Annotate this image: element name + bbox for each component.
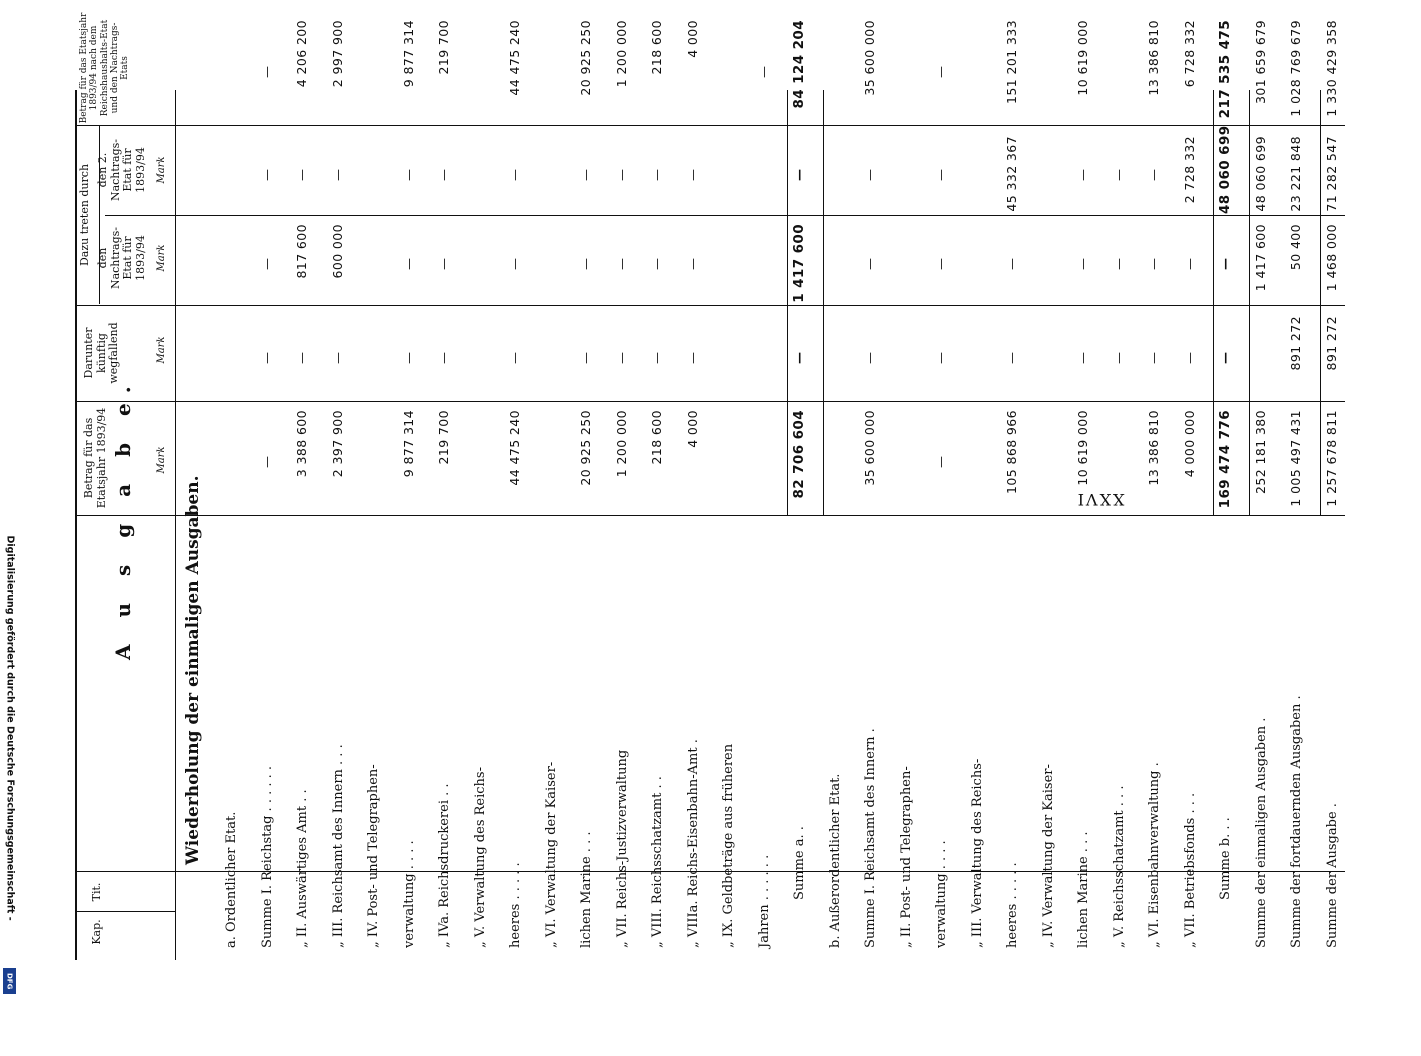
unit-col2: Mark	[156, 336, 167, 364]
row-cell-3: —	[1111, 258, 1126, 270]
header-col3: den Nachtrags-Etat für 1893/94	[96, 226, 147, 290]
row-cell-1: 1 005 497 431	[1288, 410, 1303, 507]
row-cell-2: —	[934, 352, 948, 364]
row-cell-2: —	[863, 352, 877, 364]
row-label: „ VI. Eisenbahnverwaltung .	[1147, 762, 1162, 948]
row-label: a. Ordentlicher Etat.	[224, 811, 239, 948]
row-cell-2: —	[792, 352, 806, 364]
sum-rule	[1213, 90, 1214, 516]
row-cell-5: 6 728 332	[1181, 20, 1197, 88]
row-cell-5: 44 475 240	[507, 20, 522, 96]
row-label: Summe a. .	[792, 826, 807, 900]
row-cell-2: —	[295, 352, 309, 364]
row-cell-4: —	[259, 169, 274, 181]
row-cell-2: —	[650, 352, 664, 364]
row-cell-3: —	[401, 258, 416, 270]
row-cell-5: 217 535 475	[1217, 20, 1233, 119]
row-cell-4: 48 060 699	[1252, 136, 1268, 212]
row-cell-3: —	[1218, 258, 1232, 270]
row-cell-3: 1 468 000	[1323, 224, 1339, 292]
row-cell-3: —	[1182, 258, 1197, 270]
column-line	[75, 305, 1345, 306]
row-cell-5: —	[756, 66, 771, 78]
row-cell-5: 84 124 204	[791, 20, 807, 109]
row-label: Summe der Ausgabe .	[1324, 803, 1340, 948]
row-cell-5: 4 206 200	[294, 20, 309, 88]
row-cell-3: —	[508, 258, 522, 270]
row-cell-1: 169 474 776	[1217, 410, 1233, 509]
row-label: „ V. Reichsschatzamt . . .	[1111, 785, 1127, 948]
row-label: Summe I. Reichstag . . . . . .	[259, 765, 275, 948]
row-cell-1: 218 600	[649, 410, 664, 465]
row-label: Summe I. Reichsamt des Innern .	[863, 728, 878, 948]
row-cell-5: 2 997 900	[329, 20, 345, 88]
row-cell-3: —	[437, 258, 451, 270]
header-col1: Betrag für das Etatsjahr 1893/94	[82, 407, 108, 509]
unit-col4: Mark	[156, 156, 167, 184]
row-cell-1: 82 706 604	[791, 410, 807, 499]
row-cell-5: 9 877 314	[400, 20, 416, 88]
row-cell-4: —	[863, 169, 877, 181]
row-cell-2: —	[614, 352, 629, 364]
row-label: „ IV. Verwaltung der Kaiser-	[1040, 764, 1056, 948]
row-cell-3: —	[863, 258, 877, 270]
header-dazu: Dazu treten durch	[78, 163, 91, 267]
row-cell-4: —	[650, 169, 664, 181]
unit-col3: Mark	[156, 244, 167, 272]
row-cell-5: —	[934, 66, 948, 78]
row-cell-3: —	[934, 258, 948, 270]
row-cell-5: 151 201 333	[1004, 20, 1019, 104]
section-title: Wiederholung der einmaligen Ausgaben.	[183, 475, 203, 865]
column-line	[105, 215, 1345, 216]
row-label: heeres . . . . .	[508, 862, 523, 948]
row-cell-1: 20 925 250	[578, 410, 593, 486]
rotated-budget-table	[75, 12, 1345, 960]
row-cell-4: —	[1111, 169, 1126, 181]
header-ausgabe: A u s g a b e.	[111, 376, 135, 660]
row-cell-2: —	[259, 352, 274, 364]
row-cell-5: 1 028 769 679	[1288, 20, 1303, 117]
row-cell-2: —	[1182, 352, 1197, 364]
sum-rule	[1320, 90, 1321, 516]
row-cell-3: 1 417 600	[1252, 224, 1268, 292]
row-cell-2: —	[401, 352, 416, 364]
row-cell-2: —	[1111, 352, 1126, 364]
header-col2: Darunter künftig wegfallend	[82, 322, 121, 384]
row-label: Summe b. . .	[1218, 817, 1233, 900]
row-cell-3: 817 600	[294, 224, 309, 279]
row-cell-4: —	[792, 169, 806, 181]
row-cell-2: —	[1005, 352, 1019, 364]
row-label: „ IX. Geldbeträge aus früheren	[721, 743, 736, 948]
row-cell-3: 1 417 600	[791, 224, 807, 303]
row-cell-4: 71 282 547	[1323, 136, 1339, 212]
row-label: Summe der fortdauernden Ausgaben .	[1289, 695, 1304, 948]
header-col5: Betrag für das Etatsjahr 1893/94 nach dem Reichshaushalts-Etat und den Nachtrags-Etats	[79, 12, 131, 124]
column-line	[75, 401, 1345, 402]
row-cell-1: 3 388 600	[294, 410, 309, 478]
row-label: heeres . . . . .	[1005, 862, 1020, 948]
row-cell-4: —	[1076, 169, 1090, 181]
row-label: „ VI. Verwaltung der Kaiser-	[543, 761, 559, 948]
sum-rule	[1249, 90, 1250, 516]
row-cell-1: 4 000	[684, 410, 700, 448]
row-cell-1: 2 397 900	[329, 410, 345, 478]
row-label: „ IV. Post- und Telegraphen-	[366, 764, 381, 948]
row-cell-5: 10 619 000	[1075, 20, 1090, 96]
column-line	[75, 125, 1345, 126]
row-cell-2: —	[437, 352, 451, 364]
row-cell-5: 301 659 679	[1252, 20, 1268, 104]
row-cell-5: 1 330 429 358	[1323, 20, 1339, 117]
row-cell-1: 252 181 380	[1252, 410, 1268, 494]
row-label: verwaltung . . . .	[934, 840, 949, 948]
row-cell-3: 600 000	[329, 224, 345, 279]
header-kap: Kap.	[90, 919, 103, 945]
unit-col1: Mark	[156, 446, 167, 474]
row-cell-3: 50 400	[1288, 224, 1303, 271]
row-label: „ V. Verwaltung des Reichs-	[472, 767, 488, 948]
row-cell-1: 13 386 810	[1146, 410, 1161, 486]
row-label: „ II. Post- und Telegraphen-	[898, 766, 914, 948]
column-line	[75, 871, 1345, 872]
row-cell-2: —	[508, 352, 522, 364]
footer-credit: Digitalisierung gefördert durch die Deutsche Forschungsgemeinschaft -	[4, 535, 16, 921]
row-cell-2: —	[330, 352, 345, 364]
row-cell-3: —	[1005, 258, 1019, 270]
header-rule	[175, 90, 176, 960]
row-cell-5: 218 600	[649, 20, 664, 75]
row-label: „ II. Auswärtiges Amt . .	[295, 789, 310, 948]
sum-rule	[787, 90, 788, 516]
row-label: „ IVa. Reichsdruckerei . .	[437, 783, 452, 948]
row-cell-5: 20 925 250	[578, 20, 593, 96]
row-label: lichen Marine . . .	[1076, 831, 1091, 948]
row-cell-2: —	[685, 352, 700, 364]
row-cell-3: —	[1076, 258, 1090, 270]
row-label: lichen Marine . . .	[579, 831, 594, 948]
row-label: Summe der einmaligen Ausgaben .	[1253, 717, 1269, 948]
column-line	[75, 515, 1345, 516]
row-cell-5: 219 700	[436, 20, 451, 75]
row-cell-1: 44 475 240	[507, 410, 522, 486]
row-cell-1: 105 868 966	[1004, 410, 1019, 494]
row-label: „ VII. Betriebsfonds . . .	[1182, 792, 1198, 948]
row-cell-4: 45 332 367	[1004, 136, 1019, 212]
row-cell-5: 1 200 000	[613, 20, 629, 88]
column-line	[75, 911, 175, 912]
row-cell-3: —	[685, 258, 700, 270]
row-label: b. Außerordentlicher Etat.	[827, 773, 843, 948]
row-cell-3: —	[650, 258, 664, 270]
header-tit: Tit.	[90, 882, 103, 902]
row-label: „ VIIIa. Reichs-Eisenbahn-Amt .	[685, 739, 701, 948]
row-cell-4: —	[1147, 169, 1161, 181]
page-number: XXVI	[1075, 490, 1125, 509]
row-cell-1: 10 619 000	[1075, 410, 1090, 486]
row-cell-4: —	[934, 169, 948, 181]
row-cell-4: —	[401, 169, 416, 181]
row-cell-3: —	[614, 258, 629, 270]
row-cell-1: 219 700	[436, 410, 451, 465]
row-cell-1: 1 257 678 811	[1323, 410, 1339, 507]
row-cell-1: —	[934, 456, 948, 468]
row-cell-3: —	[1147, 258, 1161, 270]
row-cell-5: 35 600 000	[862, 20, 877, 96]
row-cell-4: 48 060 699	[1217, 125, 1233, 214]
row-cell-3: —	[259, 258, 274, 270]
row-label: „ VII. Reichs-Justizverwaltung	[614, 749, 630, 948]
row-cell-1: 35 600 000	[862, 410, 877, 486]
row-cell-2: 891 272	[1288, 316, 1303, 371]
row-label: „ VIII. Reichsschatzamt . .	[650, 776, 665, 948]
row-cell-1: 1 200 000	[613, 410, 629, 478]
row-cell-4: —	[614, 169, 629, 181]
dazu-rule	[99, 126, 100, 304]
row-cell-2: —	[579, 352, 593, 364]
row-label: verwaltung . . . .	[401, 840, 417, 948]
dfg-logo: DFG	[3, 968, 16, 994]
row-cell-5: 4 000	[684, 20, 700, 58]
row-cell-4: —	[508, 169, 522, 181]
top-rule	[75, 90, 77, 960]
row-cell-4: —	[685, 169, 700, 181]
row-cell-1: 4 000 000	[1181, 410, 1197, 478]
header-col4: den 2. Nachtrags-Etat für 1893/94	[96, 138, 147, 202]
row-cell-1: —	[259, 456, 274, 468]
row-cell-2: 891 272	[1323, 316, 1339, 371]
row-cell-5: —	[259, 66, 274, 78]
row-label: „ III. Verwaltung des Reichs-	[969, 758, 985, 948]
row-cell-2: —	[1218, 352, 1232, 364]
row-cell-4: —	[579, 169, 593, 181]
row-cell-3: —	[579, 258, 593, 270]
row-cell-2: —	[1147, 352, 1161, 364]
row-cell-4: 2 728 332	[1181, 136, 1197, 204]
row-cell-1: 9 877 314	[400, 410, 416, 478]
row-cell-4: —	[330, 169, 345, 181]
row-label: „ III. Reichsamt des Innern . . .	[330, 744, 346, 948]
row-label: Jahren . . . . . .	[756, 854, 772, 948]
row-cell-5: 13 386 810	[1146, 20, 1161, 96]
sum-rule	[823, 90, 824, 516]
row-cell-2: —	[1076, 352, 1090, 364]
row-cell-4: —	[437, 169, 451, 181]
row-cell-4: 23 221 848	[1288, 136, 1303, 212]
row-cell-4: —	[295, 169, 309, 181]
